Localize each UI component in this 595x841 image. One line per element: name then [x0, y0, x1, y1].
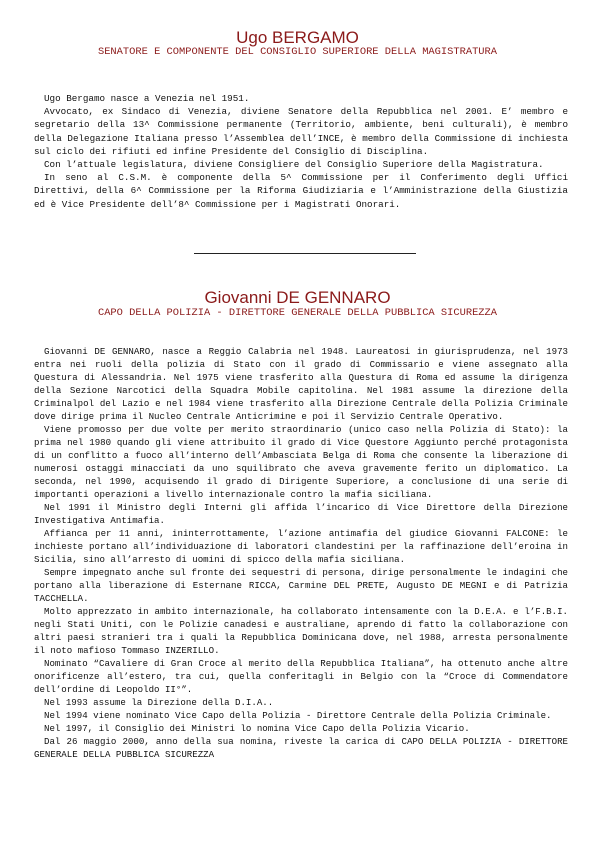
paragraph: Con l’attuale legislatura, diviene Consigliere del Consiglio Superiore della Magistratura.: [44, 159, 544, 171]
paragraph: Affianca per 11 anni, ininterrottamente, l’azione antimafia del giudice Giovanni FALCONE: le inchieste portano all’individuazione di laboratori clandestini per la raffinazione dell’eroina in Sicilia, sino all’arresto di uomini di spicco della mafia siciliana.: [34, 528, 568, 565]
paragraph: Nel 1997, il Consiglio dei Ministri lo nomina Vice Capo della Polizia Vicario.: [44, 723, 470, 734]
section-title-bergamo: Ugo BERGAMO: [236, 28, 359, 47]
paragraph: Viene promosso per due volte per merito straordinario (unico caso nella Polizia di Stato): la prima nel 1980 quando gli viene attribuito il grado di Vice Questore Aggiunto perché protagonista di un conflitto a fuoco all’interno dell’Ambasciata Belga di Roma che consente la liberazione di numerosi ostaggi minacciati da uno squilibrato che aveva gravemente ferito un diplomatico. La seconda, nel 1990, acquisendo il grado di Dirigente Superiore, a conclusione di una serie di importanti operazioni a livello internazionale contro la mafia siciliana.: [34, 424, 568, 500]
paragraph: Ugo Bergamo nasce a Venezia nel 1951.: [44, 93, 250, 104]
paragraph: Nominato “Cavaliere di Gran Croce al merito della Repubblica Italiana”, ha ottenuto anche altre onorificenze all’estero, tra cui, quella conferitagli in Belgio con la “Croce di Commendatore dell’ordine di Leopoldo II°”.: [34, 658, 568, 695]
paragraph: Dal 26 maggio 2000, anno della sua nomina, riveste la carica di CAPO DELLA POLIZIA - DIRETTORE GENERALE DELLA PUBBLICA SICUREZZA: [34, 736, 568, 760]
paragraph: Nel 1991 il Ministro degli Interni gli affida l’incarico di Vice Direttore della Direzione Investigativa Antimafia.: [34, 502, 568, 526]
section-body-de-gennaro: [34, 345, 568, 761]
section-title-de-gennaro: Giovanni DE GENNARO: [204, 288, 391, 307]
section-subtitle-bergamo: SENATORE E COMPONENTE DEL CONSIGLIO SUPERIORE DELLA MAGISTRATURA: [97, 46, 498, 58]
paragraph: Sempre impegnato anche sul fronte dei sequestri di persona, dirige personalmente le indagini che portano alla liberazione di Esternane RICCA, Carmine DEL PRETE, Augusto DE MEGNI e di Patrizia TACCHELLA.: [34, 567, 568, 604]
section-subtitle-de-gennaro: CAPO DELLA POLIZIA - DIRETTORE GENERALE DELLA PUBBLICA SICUREZZA: [97, 307, 498, 319]
section-body-bergamo: [34, 92, 568, 211]
paragraph: Avvocato, ex Sindaco di Venezia, diviene Senatore della Repubblica nel 2001. E’ membro e segretario della 13^ Commissione permanente (Territorio, ambiente, beni culturali), è membro della Delegazione Italiana presso l’Assemblea dell’INCE, è membro della Commissione di inchiesta sul ciclo dei rifiuti ed infine Presidente del Consiglio di Disciplina.: [34, 106, 568, 157]
paragraph: In seno al C.S.M. è componente della 5^ Commissione per il Conferimento degli Uffici Direttivi, della 6^ Commissione per la Riforma Giudiziaria e l’Amministrazione della Giustizia ed è Vice Presidente dell’8^ Commissione per i Magistrati Onorari.: [34, 172, 568, 210]
paragraph: Nel 1994 viene nominato Vice Capo della Polizia - Direttore Centrale della Polizia Criminale.: [44, 710, 552, 721]
paragraph: Molto apprezzato in ambito internazionale, ha collaborato intensamente con la D.E.A. e l’F.B.I. negli Stati Uniti, con le Polizie canadesi e australiane, aprendo di fatto la collaborazione con altri paesi stranieri tra i quali la Repubblica Dominicana dove, nel 1988, arresta personalmente il noto mafioso Tommaso INZERILLO.: [34, 606, 568, 656]
paragraph: Giovanni DE GENNARO, nasce a Reggio Calabria nel 1948. Laureatosi in giurisprudenza, nel 1973 entra nei ruoli della polizia di Stato con il grado di Commissario e viene assegnato alla Questura di Alessandria. Nel 1975 viene trasferito alla Questura di Roma ed assume la dirigenza della Sezione Narcotici della Squadra Mobile capitolina. Nel 1981 assume la direzione della Criminalpol del Lazio e nel 1984 viene trasferito alla Direzione Centrale della Polizia Criminale dove dirige prima il Nucleo Centrale Anticrimine e poi il Servizio Centrale Operativo.: [34, 346, 568, 422]
section-divider: [194, 253, 416, 254]
paragraph: Nel 1993 assume la Direzione della D.I.A..: [44, 697, 274, 708]
